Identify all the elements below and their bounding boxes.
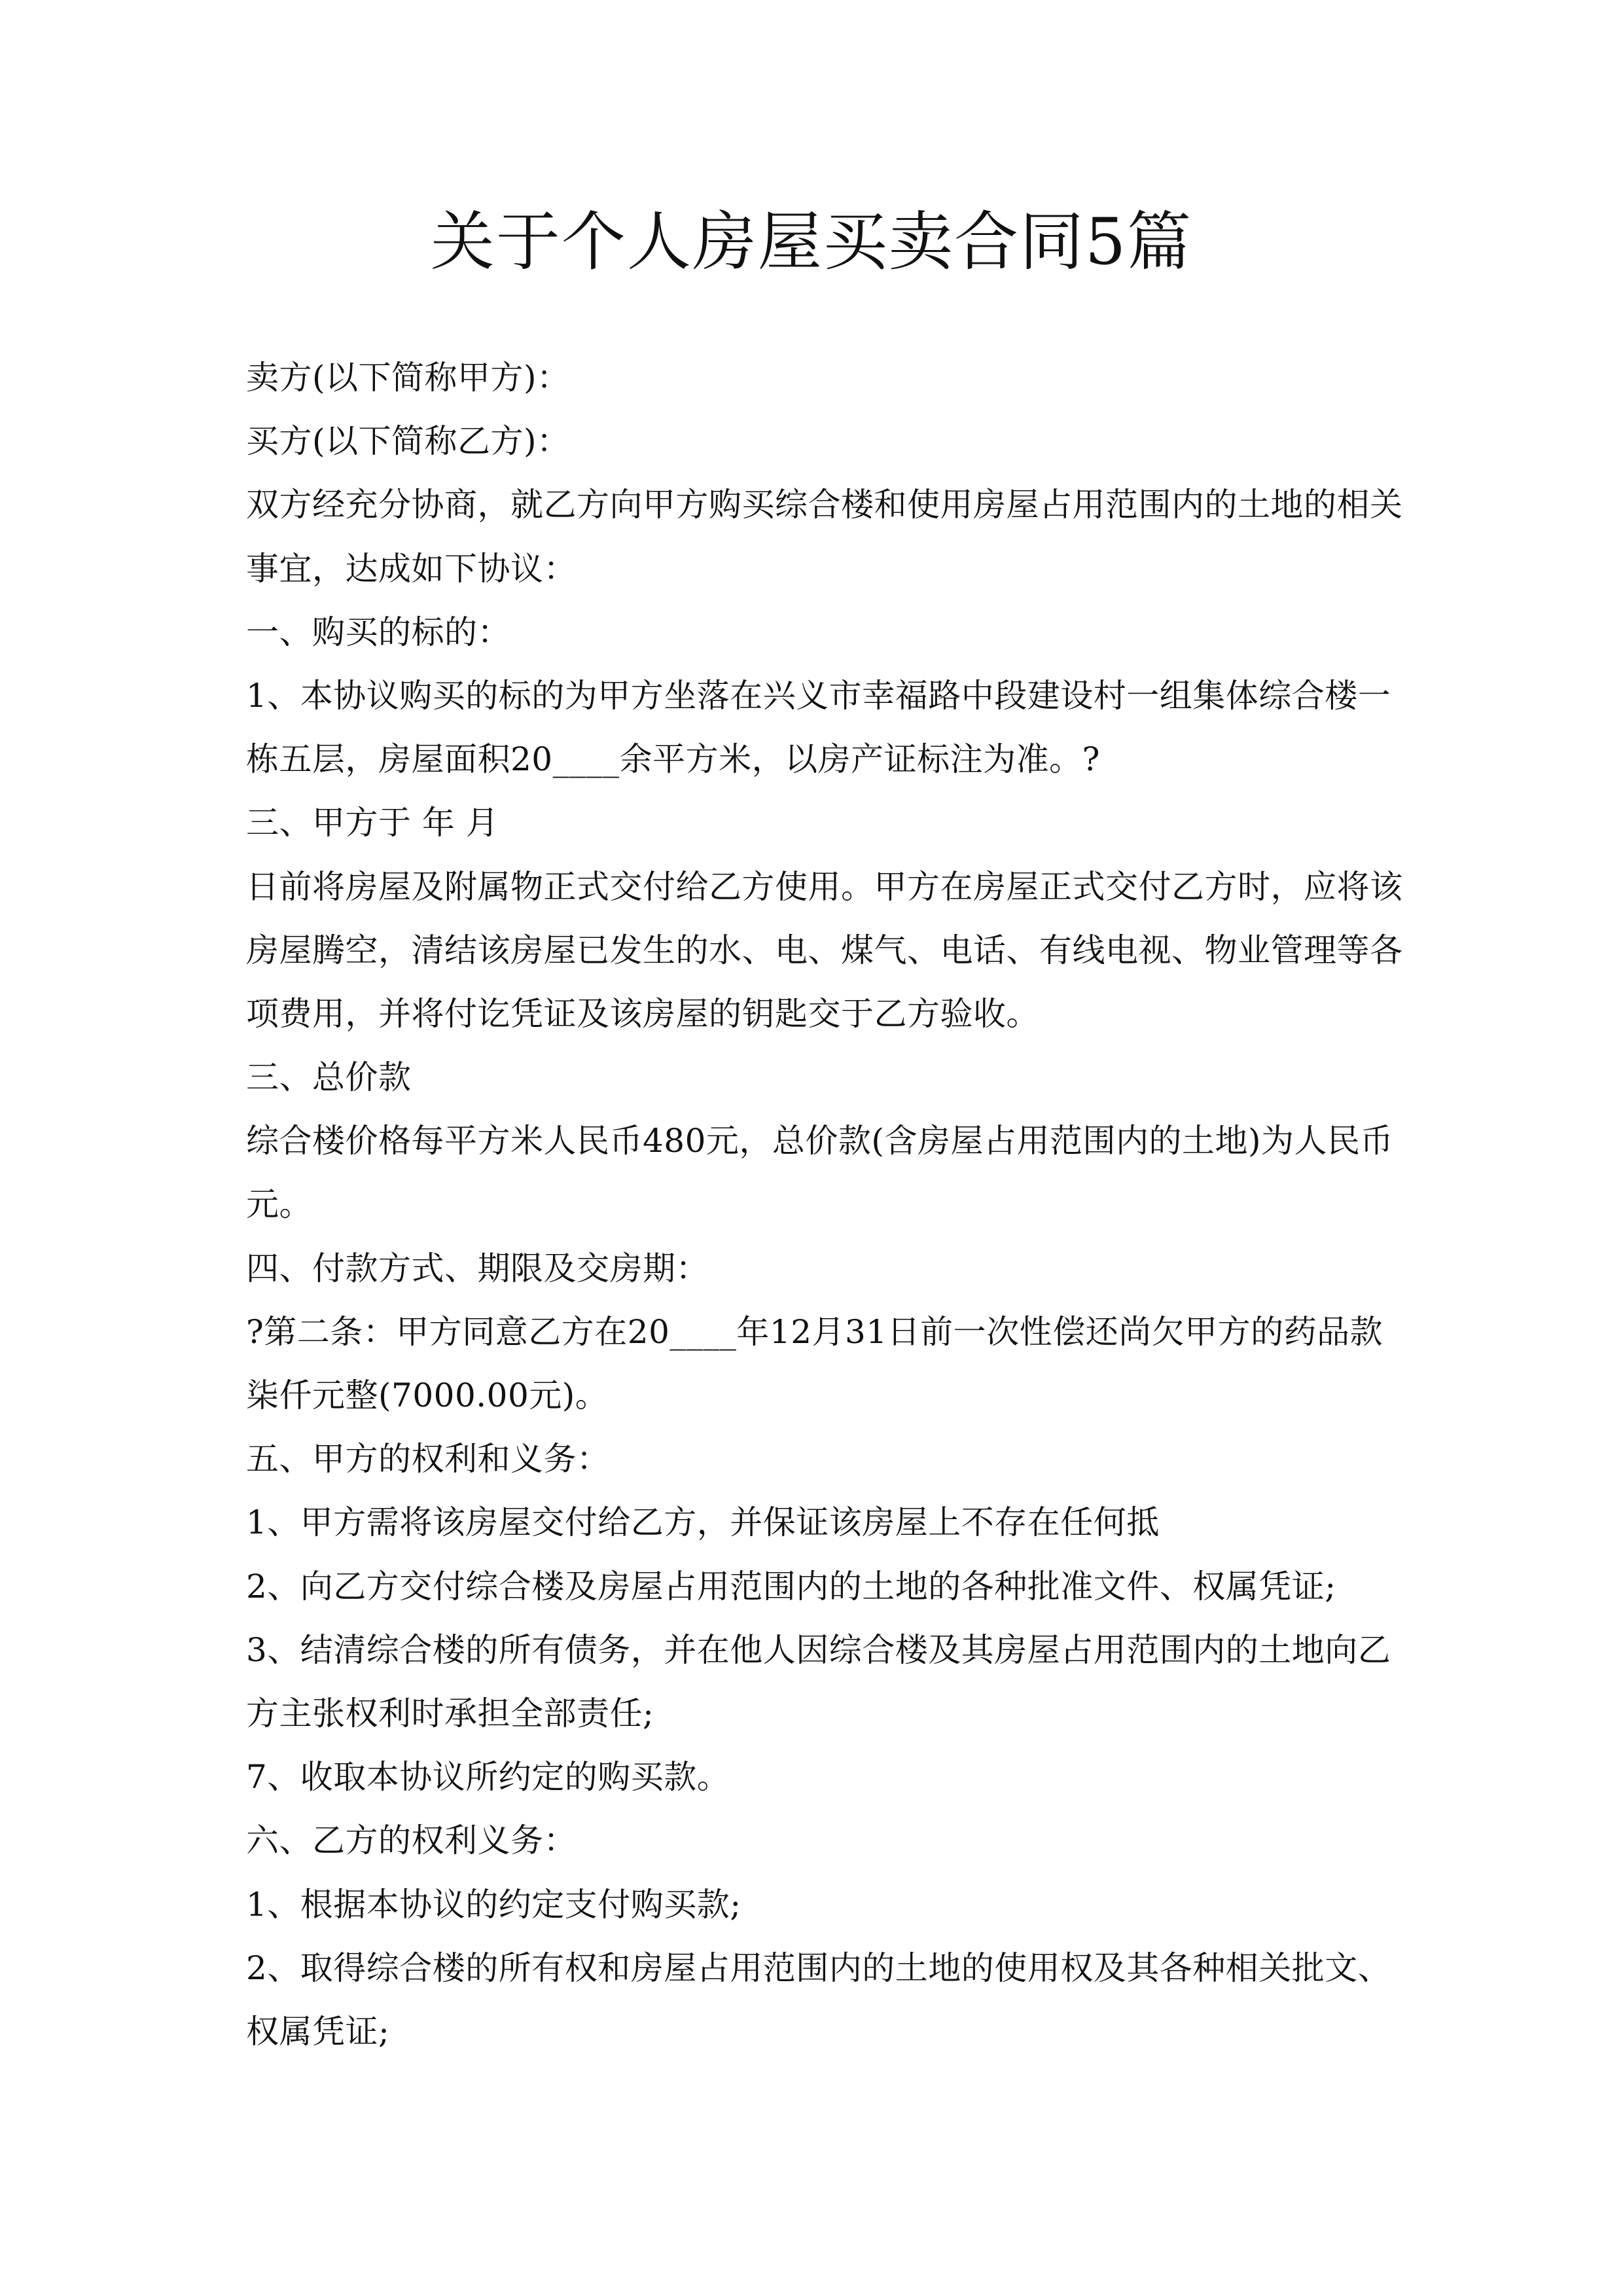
paragraph-line: 7、收取本协议所约定的购买款。 [246, 1758, 730, 1797]
paragraph-line: 六、乙方的权利义务： [246, 1821, 577, 1860]
paragraph-line: 房屋腾空，清结该房屋已发生的水、电、煤气、电话、有线电视、物业管理等各 [246, 931, 1403, 969]
paragraph-line: 双方经充分协商，就乙方向甲方购买综合楼和使用房屋占用范围内的土地的相关 [246, 486, 1403, 524]
paragraph-line: 日前将房屋及附属物正式交付给乙方使用。甲方在房屋正式交付乙方时，应将该 [246, 867, 1403, 906]
paragraph-line: 卖方(以下简称甲方)： [246, 359, 570, 397]
paragraph-line: 元。 [246, 1185, 312, 1224]
document-title: 关于个人房屋买卖合同5篇 [430, 205, 1193, 279]
paragraph-line: 权属凭证; [246, 2012, 390, 2051]
paragraph-line: 三、甲方于 年 月 [246, 804, 499, 842]
paragraph-line: 事宜，达成如下协议： [246, 549, 577, 588]
paragraph-line: 方主张权利时承担全部责任; [246, 1694, 654, 1732]
paragraph-line: 一、购买的标的： [246, 613, 510, 651]
paragraph-line: 1、本协议购买的标的为甲方坐落在兴义市幸福路中段建设村一组集体综合楼一 [246, 676, 1391, 715]
paragraph-line: 柒仟元整(7000.00元)。 [246, 1376, 609, 1414]
paragraph-line: 2、向乙方交付综合楼及房屋占用范围内的土地的各种批准文件、权属凭证; [246, 1567, 1336, 1605]
paragraph-line: 四、付款方式、期限及交房期： [246, 1249, 709, 1287]
paragraph-line: 五、甲方的权利和义务： [246, 1440, 610, 1479]
paragraph-line: 1、甲方需将该房屋交付给乙方，并保证该房屋上不存在任何抵 [246, 1503, 1160, 1542]
paragraph-line: 1、根据本协议的约定支付购买款; [246, 1885, 741, 1924]
paragraph-line: 项费用，并将付讫凭证及该房屋的钥匙交于乙方验收。 [246, 994, 1039, 1033]
paragraph-line: 2、取得综合楼的所有权和房屋占用范围内的土地的使用权及其各种相关批文、 [246, 1948, 1391, 1987]
document-body [246, 346, 1403, 2064]
paragraph-line: 栋五层，房屋面积20____余平方米，以房产证标注为准。? [246, 740, 1100, 779]
paragraph-line: 三、总价款 [246, 1058, 412, 1097]
paragraph-line: 买方(以下简称乙方)： [246, 422, 570, 461]
paragraph-line: 综合楼价格每平方米人民币480元，总价款(含房屋占用范围内的土地)为人民币 [246, 1122, 1393, 1160]
paragraph-line: ?第二条：甲方同意乙方在20____年12月31日前一次性偿还尚欠甲方的药品款 [246, 1312, 1383, 1351]
paragraph-line: 3、结清综合楼的所有债务，并在他人因综合楼及其房屋占用范围内的土地向乙 [246, 1630, 1391, 1669]
